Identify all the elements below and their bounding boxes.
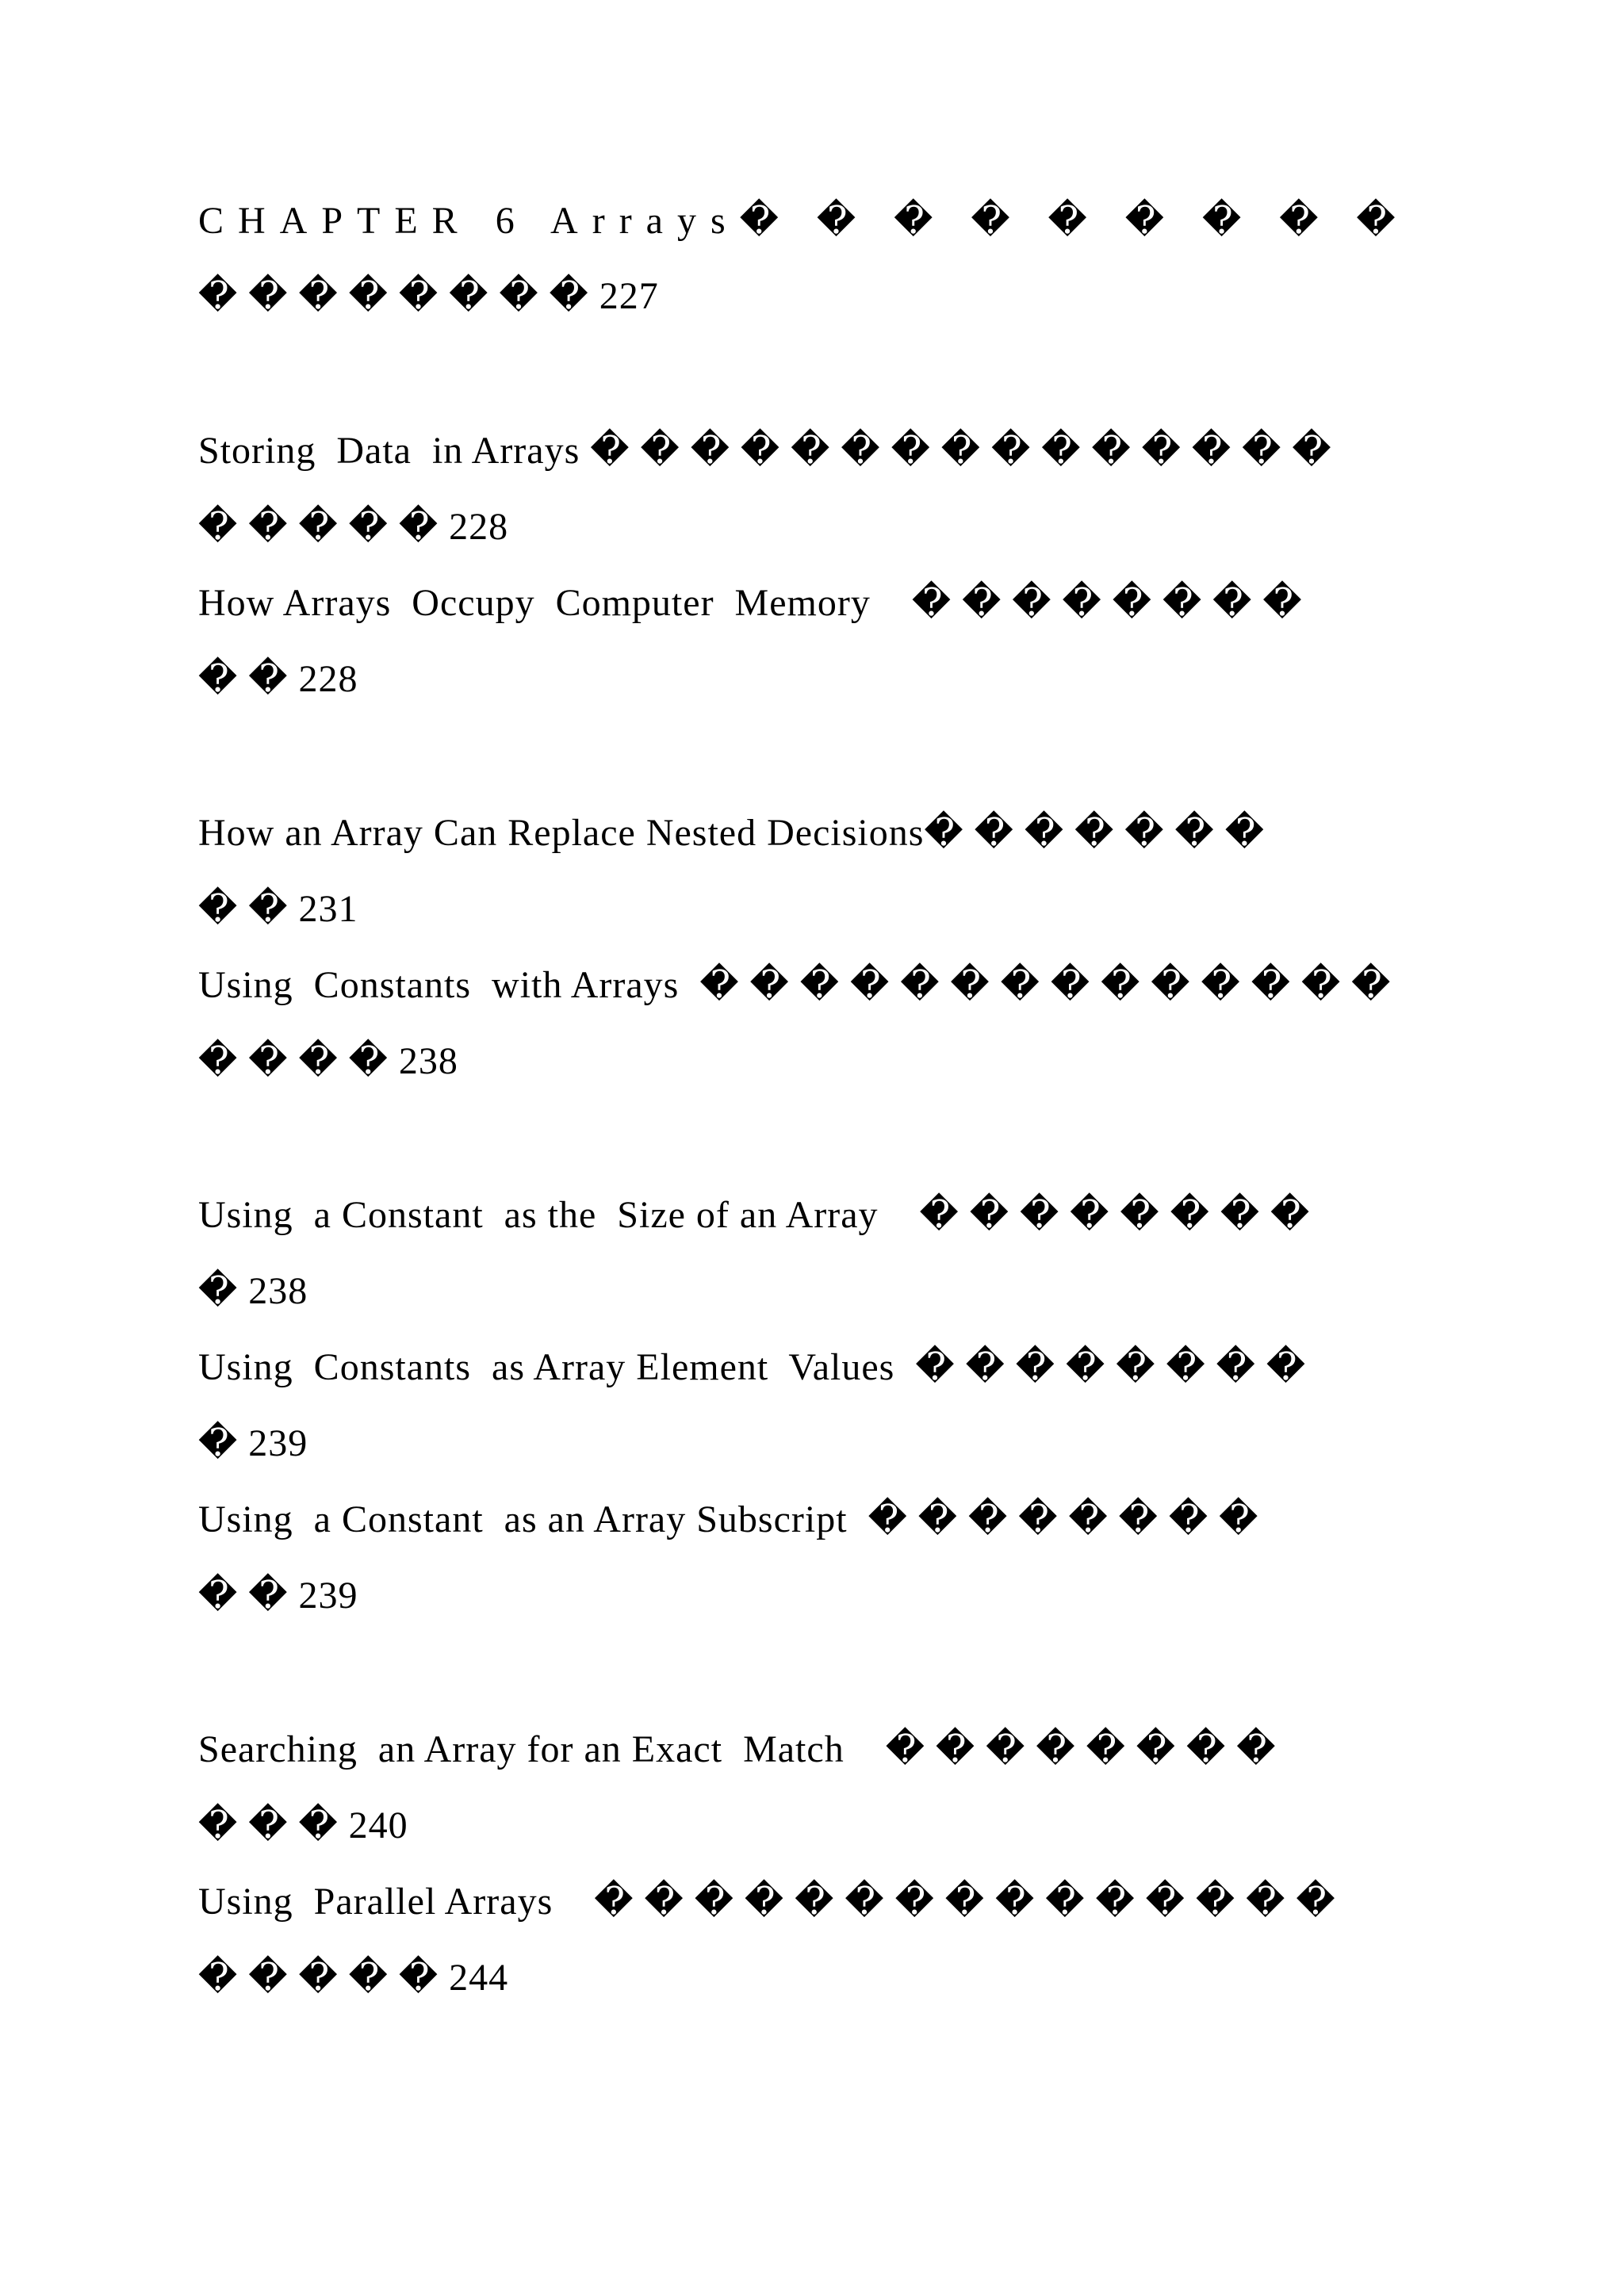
toc-entry-replace-nested-decisions: How an Array Can Replace Nested Decisions� � � � � � � — [198, 812, 1265, 854]
toc-entry-arrays-memory-page: � � 228 — [198, 658, 358, 700]
chapter-heading: CHAPTER 6 Arrays� � � � � � � � � — [198, 200, 1410, 242]
toc-entry-arrays-memory: How Arrays Occupy Computer Memory � � � � � � � � — [198, 582, 1303, 624]
toc-entry-exact-match-page: � � � 240 — [198, 1804, 408, 1846]
toc-entry-exact-match: Searching an Array for an Exact Match � � � � � � � � — [198, 1728, 1277, 1770]
toc-entry-constant-size-page: � 238 — [198, 1270, 308, 1312]
toc-entry-constant-subscript: Using a Constant as an Array Subscript � � � � � � � � — [198, 1498, 1259, 1540]
toc-entry-storing-data-page: � � � � � 228 — [198, 506, 509, 548]
toc-entry-constants-element-values-page: � 239 — [198, 1422, 308, 1464]
toc-entry-constants-with-arrays: Using Constants with Arrays � � � � � � � � � � � � � � — [198, 964, 1392, 1006]
toc-entry-constants-with-arrays-page: � � � � 238 — [198, 1040, 458, 1082]
toc-entry-replace-nested-decisions-page: � � 231 — [198, 888, 358, 930]
toc-entry-constants-element-values: Using Constants as Array Element Values � � � � � � � � — [198, 1346, 1307, 1388]
toc-entry-constant-size: Using a Constant as the Size of an Array � � � � � � � � — [198, 1194, 1311, 1236]
chapter-heading-continuation: � � � � � � � � 227 — [198, 275, 659, 317]
toc-entry-storing-data: Storing Data in Arrays � � � � � � � � � � � � � � � — [198, 430, 1332, 472]
toc-entry-constant-subscript-page: � � 239 — [198, 1575, 358, 1617]
toc-entry-parallel-arrays: Using Parallel Arrays � � � � � � � � � � � � � � � — [198, 1881, 1336, 1923]
toc-entry-parallel-arrays-page: � � � � � 244 — [198, 1957, 509, 1999]
